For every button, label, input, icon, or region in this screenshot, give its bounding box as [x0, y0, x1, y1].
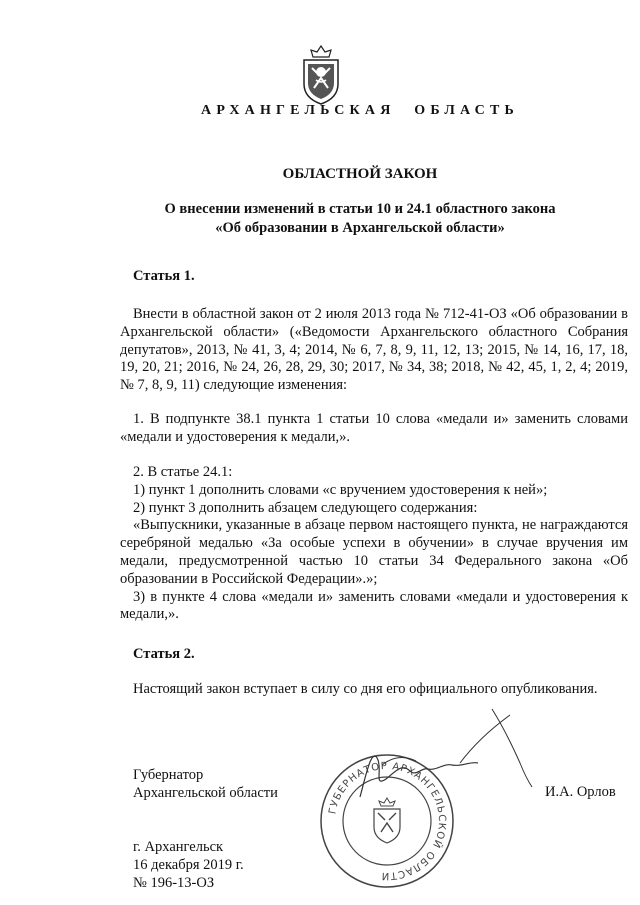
position-line: Губернатор: [133, 767, 204, 783]
paragraph: Настоящий закон вступает в силу со дня его официального опубликования.: [133, 681, 598, 697]
article-2-heading: Статья 2.: [133, 646, 195, 662]
article-1-paragraph-2: [120, 464, 628, 624]
coat-of-arms-emblem: [300, 44, 342, 106]
signatory-position: [133, 766, 278, 802]
law-title-line: «Об образовании в Архангельской области»: [215, 220, 505, 236]
position-line: Архангельской области: [133, 785, 278, 801]
article-2-text: [120, 681, 628, 699]
paragraph: 2) пункт 3 дополнить абзацем следующего содержания:: [133, 499, 478, 516]
city: г. Архангельск: [133, 839, 224, 855]
svg-text:ГУБЕРНАТОР АРХАНГЕЛЬСКОЙ ОБЛАС: ГУБЕРНАТОР АРХАНГЕЛЬСКОЙ ОБЛАСТИ: [327, 760, 448, 882]
paragraph: 1. В подпункте 38.1 пункта 1 статьи 10 слова «медали и» заменить словами «медали и удостоверения к медали,».: [120, 411, 628, 445]
article-1-paragraph-1: [120, 411, 628, 447]
law-title: [0, 200, 640, 238]
paragraph: 2. В статье 24.1:: [133, 464, 233, 480]
paragraph: 1) пункт 1 дополнить словами «с вручением удостоверения к ней»;: [133, 481, 548, 498]
date: 16 декабря 2019 г.: [133, 857, 244, 873]
signatory-name: И.А. Орлов: [545, 784, 616, 800]
law-number: № 196-13-ОЗ: [133, 875, 215, 891]
handwritten-signature: [352, 705, 542, 805]
article-1-paragraph-intro: [120, 306, 628, 395]
footer-place-date-number: [133, 838, 244, 892]
region-title: АРХАНГЕЛЬСКАЯ ОБЛАСТЬ: [201, 103, 519, 118]
paragraph: 3) в пункте 4 слова «медали и» заменить словами «медали и удостоверения к медали,».: [120, 588, 628, 623]
law-type-heading: ОБЛАСТНОЙ ЗАКОН: [282, 166, 438, 182]
article-1-heading: Статья 1.: [133, 268, 195, 284]
law-title-line: О внесении изменений в статьи 10 и 24.1 областного закона: [164, 201, 556, 217]
paragraph: Внести в областной закон от 2 июля 2013 года № 712-41-ОЗ «Об образовании в Архангельской области» («Ведомости Архангельского областного Собрания депутатов», 2013, № 41, 3, 4; 2014, № 6, 7, 8, 9, 11, 12, 13; 2015, № 14, 16, 17, 18, 19, 20, 21; 2016, № 24, 26, 28, 29, 30; 2017, № 34, 38; 2018, № 42, 45, 1, 2, 4; 2019, № 7, 8, 9, 11) следующие изменения:: [120, 306, 628, 394]
paragraph: «Выпускники, указанные в абзаце первом настоящего пункта, не награждаются серебряной медалью «За особые успехи в обучении» в случае вручения им медали, предусмотренной частью 10 статьи 34 Федерального закона «Об образовании в Российской Федерации».»;: [120, 517, 628, 587]
